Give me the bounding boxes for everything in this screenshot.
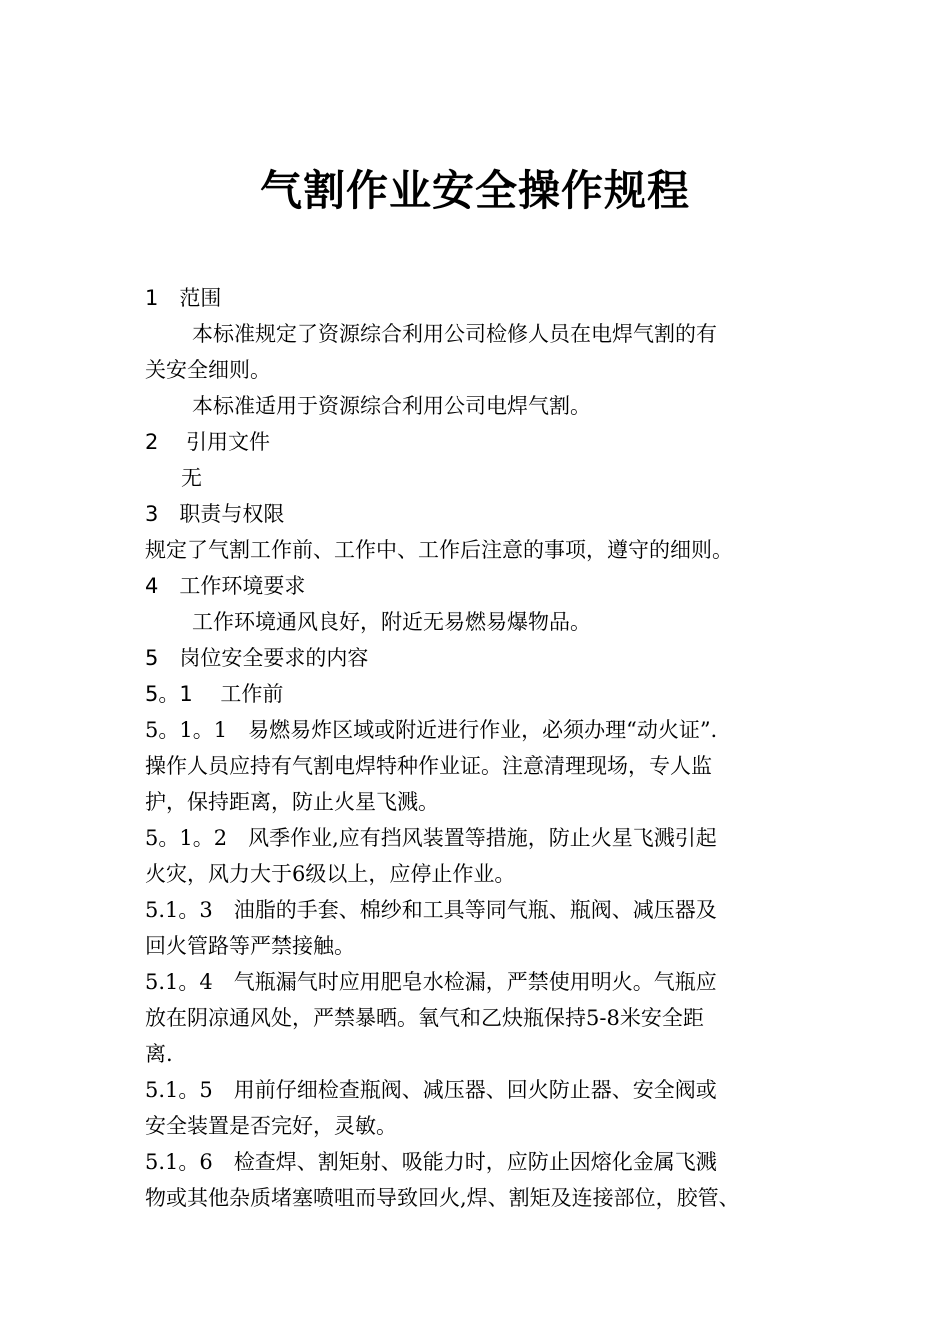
- paragraph-line: 物或其他杂质堵塞喷咀而导致回火,焊、割矩及连接部位，胶管、: [145, 1186, 740, 1210]
- paragraph-line: 火灾，风力大于6级以上，应停止作业。: [145, 862, 516, 886]
- clause-5-1-1-line: 5。1。1 易燃易炸区域或附近进行作业，必须办理“动火证”.: [145, 718, 718, 742]
- clause-5-1-3-line: 5.1。3 油脂的手套、棉纱和工具等同气瓶、瓶阀、减压器及: [145, 898, 717, 922]
- document-title: 气割作业安全操作规程: [259, 166, 690, 215]
- section-1-heading: 1 范围: [145, 286, 222, 310]
- paragraph-line: 离.: [145, 1042, 173, 1066]
- section-2-heading: 2 引用文件: [145, 430, 271, 454]
- paragraph-line: 本标准适用于资源综合利用公司电焊气割。: [192, 394, 591, 418]
- section-4-heading: 4 工作环境要求: [145, 574, 306, 598]
- paragraph-line: 安全装置是否完好，灵敏。: [145, 1114, 397, 1138]
- paragraph-line: 护，保持距离，防止火星飞溅。: [145, 790, 439, 814]
- paragraph-line: 关安全细则。: [145, 358, 271, 382]
- paragraph-line: 回火管路等严禁接触。: [145, 934, 355, 958]
- clause-5-1-6-line: 5.1。6 检查焊、割矩射、吸能力时，应防止因熔化金属飞溅: [145, 1150, 717, 1174]
- paragraph-line: 工作环境通风良好，附近无易燃易爆物品。: [192, 610, 591, 634]
- clause-5-1-2-line: 5。1。2 风季作业,应有挡风装置等措施，防止火星飞溅引起: [145, 826, 717, 850]
- clause-5-1-4-line: 5.1。4 气瓶漏气时应用肥皂水检漏，严禁使用明火。气瓶应: [145, 970, 717, 994]
- paragraph-line: 本标准规定了资源综合利用公司检修人员在电焊气割的有: [192, 322, 717, 346]
- paragraph-line: 放在阴凉通风处，严禁暴晒。氧气和乙炔瓶保持5-8米安全距: [145, 1006, 704, 1030]
- paragraph-line: 规定了气割工作前、工作中、工作后注意的事项，遵守的细则。: [145, 538, 733, 562]
- subsection-5-1-heading: 5。1 工作前: [145, 682, 284, 706]
- section-3-heading: 3 职责与权限: [145, 502, 285, 526]
- paragraph-line: 操作人员应持有气割电焊特种作业证。注意清理现场，专人监: [145, 754, 712, 778]
- paragraph-line: 无: [181, 466, 202, 490]
- section-5-heading: 5 岗位安全要求的内容: [145, 646, 369, 670]
- clause-5-1-5-line: 5.1。5 用前仔细检查瓶阀、减压器、回火防止器、安全阀或: [145, 1078, 717, 1102]
